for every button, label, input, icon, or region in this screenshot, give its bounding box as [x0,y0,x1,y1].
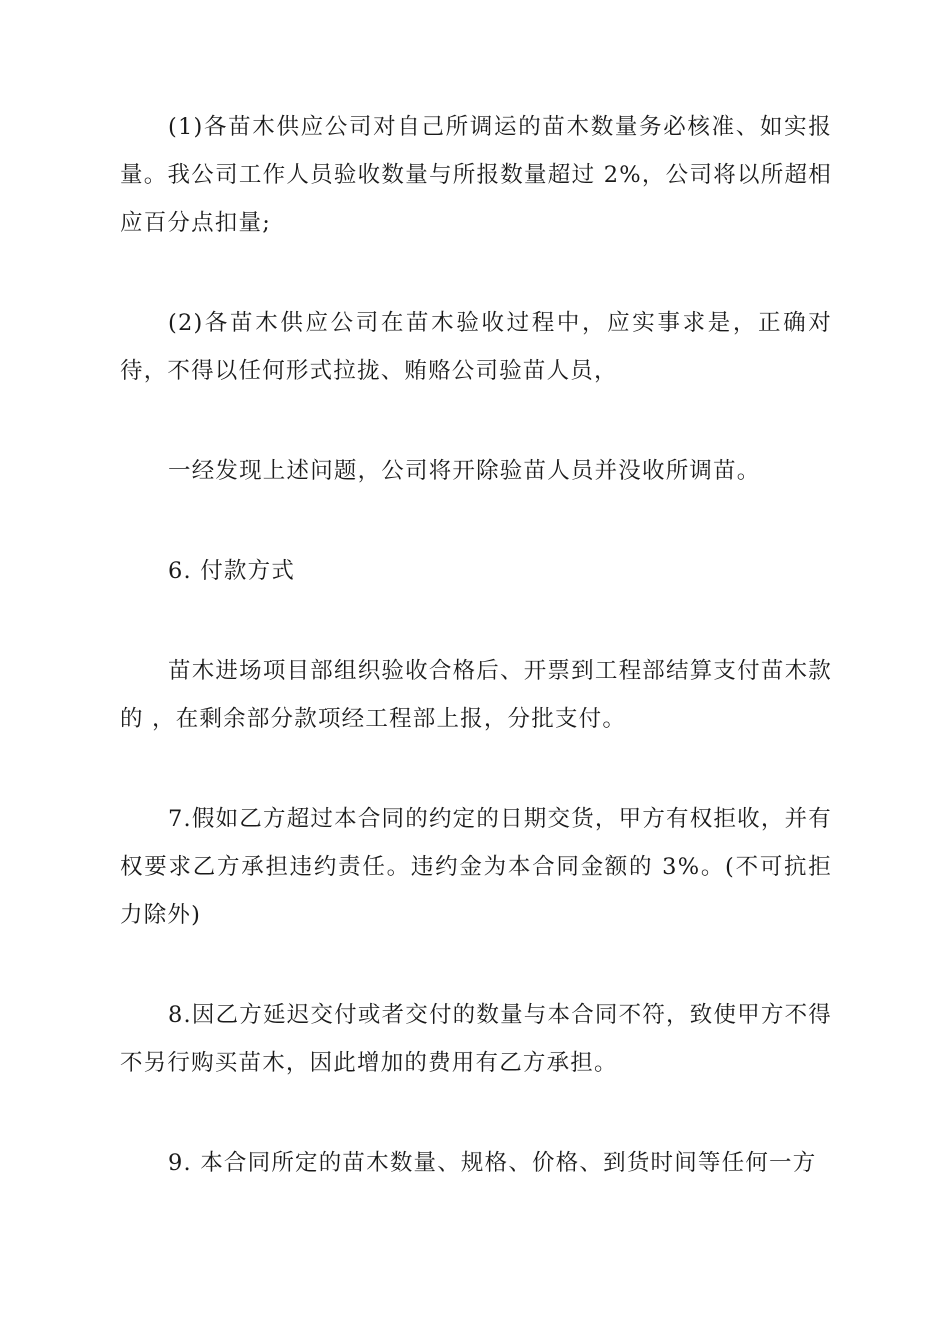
document-body [120,103,832,1187]
paragraph-clause-9: 9. 本合同所定的苗木数量、规格、价格、到货时间等任何一方 [168,1150,817,1176]
paragraph-clause-8: 8.因乙方延迟交付或者交付的数量与本合同不符，致使甲方不得不另行购买苗木，因此增加的费用有乙方承担。 [120,1002,832,1076]
paragraph-penalty-note: 一经发现上述问题，公司将开除验苗人员并没收所调苗。 [168,458,761,484]
paragraph-clause-1: (1)各苗木供应公司对自己所调运的苗木数量务必核准、如实报量。我公司工作人员验收数量与所报数量超过 2%，公司将以所超相应百分点扣量; [120,114,832,236]
paragraph-clause-2: (2)各苗木供应公司在苗木验收过程中，应实事求是，正确对待，不得以任何形式拉拢、贿赂公司验苗人员， [120,310,832,384]
section-heading-payment: 6. 付款方式 [168,558,296,584]
paragraph-payment-terms: 苗木进场项目部组织验收合格后、开票到工程部结算支付苗木款的 ，在剩余部分款项经工程部上报，分批支付。 [120,658,832,732]
paragraph-clause-7: 7.假如乙方超过本合同的约定的日期交货，甲方有权拒收，并有权要求乙方承担违约责任。违约金为本合同金额的 3%。(不可抗拒力除外) [120,806,832,928]
